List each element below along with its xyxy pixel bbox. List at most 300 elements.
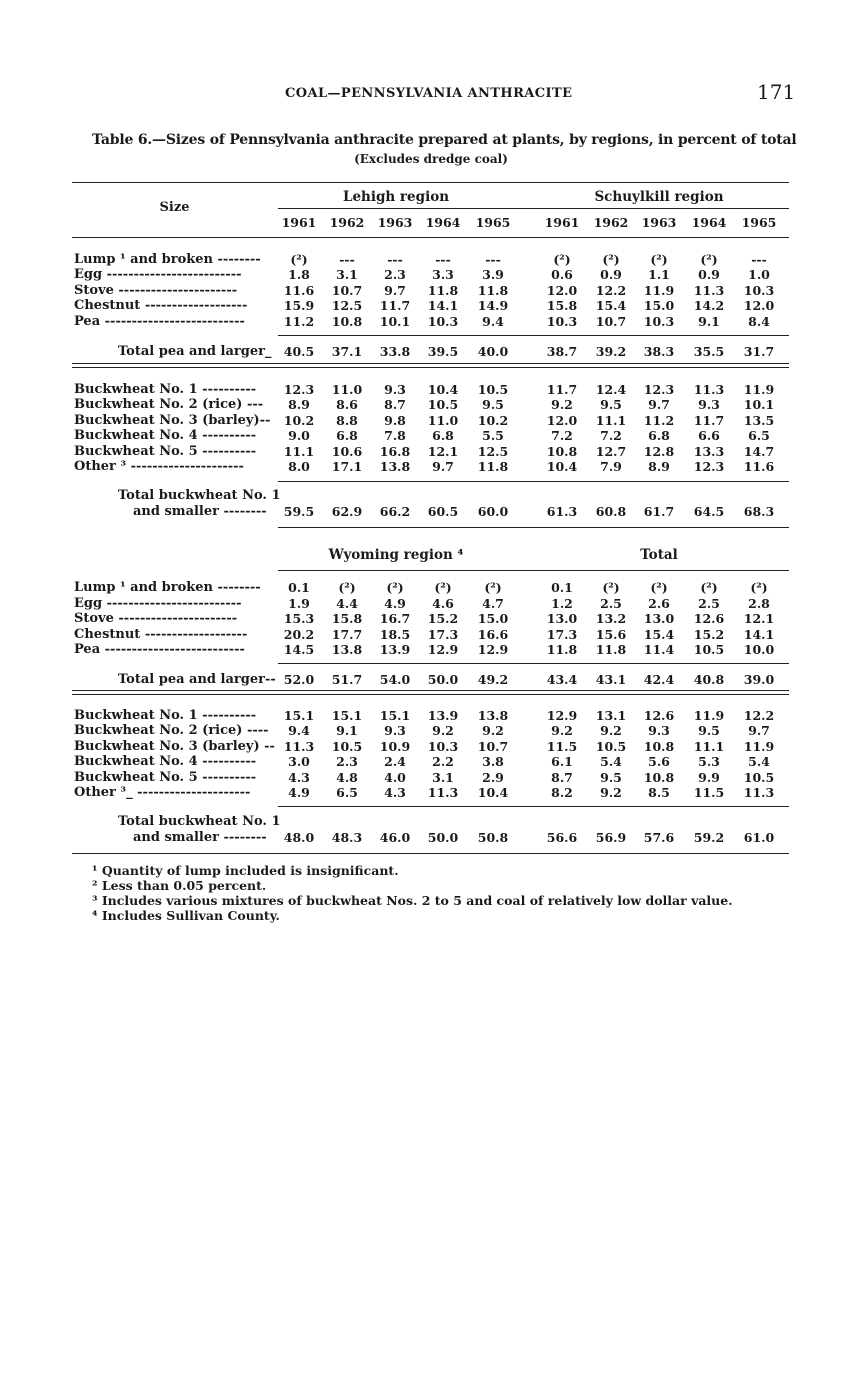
- cell-value: 10.4: [427, 382, 459, 397]
- cell-value: 12.6: [643, 708, 675, 723]
- row-label: Pea --------------------------: [74, 314, 245, 329]
- row-label: Buckwheat No. 5 ----------: [74, 444, 257, 459]
- table-rule: [278, 570, 789, 571]
- cell-value: 9.2: [482, 723, 504, 738]
- row-label: Buckwheat No. 1 ----------: [74, 382, 257, 397]
- cell-value: 11.7: [546, 382, 578, 397]
- cell-value: 12.0: [743, 298, 775, 313]
- cell-value: 13.2: [595, 611, 627, 626]
- cell-value: 38.3: [643, 344, 675, 359]
- cell-value: 3.8: [482, 754, 504, 769]
- table-row: [0, 708, 862, 723]
- cell-value: 10.1: [743, 397, 775, 412]
- cell-value: 2.5: [600, 596, 622, 611]
- cell-value: 3.1: [432, 770, 454, 785]
- table-row: [0, 488, 862, 503]
- cell-value: 8.9: [648, 459, 670, 474]
- year-header: 1963: [641, 215, 677, 230]
- cell-value: 50.0: [427, 830, 459, 845]
- cell-value: 12.9: [427, 642, 459, 657]
- table-rule: [278, 527, 789, 528]
- cell-value: 3.1: [336, 267, 358, 282]
- cell-value: 64.5: [693, 504, 725, 519]
- cell-value: 15.0: [643, 298, 675, 313]
- cell-value: 5.6: [648, 754, 670, 769]
- cell-value: 6.5: [748, 428, 770, 443]
- year-header: 1963: [377, 215, 413, 230]
- cell-value: 15.8: [331, 611, 363, 626]
- cell-value: 12.5: [331, 298, 363, 313]
- cell-value: 10.4: [546, 459, 578, 474]
- cell-value: 51.7: [331, 672, 363, 687]
- table-row: [0, 397, 862, 412]
- cell-value: 14.1: [427, 298, 459, 313]
- table-row: [0, 267, 862, 282]
- cell-value: 8.5: [648, 785, 670, 800]
- cell-value: 10.5: [331, 739, 363, 754]
- cell-value: 8.7: [384, 397, 406, 412]
- cell-value: 11.6: [283, 283, 315, 298]
- table-row: [0, 283, 862, 298]
- footnote-3: ³ Includes various mixtures of buckwheat Nos. 2 to 5 and coal of relatively low dollar value.: [92, 893, 733, 908]
- cell-value: ---: [339, 252, 355, 267]
- cell-value: 10.3: [427, 314, 459, 329]
- cell-value: 2.8: [748, 596, 770, 611]
- table-rule: [72, 237, 789, 238]
- row-label: Buckwheat No. 1 ----------: [74, 708, 257, 723]
- table-row: [0, 382, 862, 397]
- table-rule: [278, 481, 789, 482]
- cell-value: 9.2: [551, 723, 573, 738]
- cell-value: 15.2: [427, 611, 459, 626]
- cell-value: 2.6: [648, 596, 670, 611]
- running-head-title: COAL—PENNSYLVANIA ANTHRACITE: [285, 86, 573, 101]
- cell-value: 11.2: [643, 413, 675, 428]
- cell-value: 52.0: [283, 672, 315, 687]
- cell-value: 17.1: [331, 459, 363, 474]
- cell-value: 9.5: [600, 397, 622, 412]
- cell-value: 4.9: [384, 596, 406, 611]
- cell-value: 6.1: [551, 754, 573, 769]
- cell-value: 8.4: [748, 314, 770, 329]
- cell-value: 10.3: [427, 739, 459, 754]
- row-label: Buckwheat No. 4 ----------: [74, 428, 257, 443]
- cell-value: 2.2: [432, 754, 454, 769]
- table-row: [0, 298, 862, 313]
- cell-value: 10.9: [379, 739, 411, 754]
- cell-value: 9.4: [288, 723, 310, 738]
- cell-value: 14.5: [283, 642, 315, 657]
- cell-value: 20.2: [283, 627, 315, 642]
- row-label: Total pea and larger_: [118, 344, 272, 359]
- cell-value: 42.4: [643, 672, 675, 687]
- cell-value: 5.5: [482, 428, 504, 443]
- cell-value: 59.5: [283, 504, 315, 519]
- cell-value: 61.3: [546, 504, 578, 519]
- row-label: Other ³_ ---------------------: [74, 785, 251, 800]
- footnotes: [92, 863, 733, 923]
- cell-value: 4.7: [482, 596, 504, 611]
- cell-value: 10.8: [643, 739, 675, 754]
- cell-value: 2.3: [336, 754, 358, 769]
- cell-value: 15.4: [643, 627, 675, 642]
- cell-value: 15.4: [595, 298, 627, 313]
- cell-value: 48.0: [283, 830, 315, 845]
- cell-value: 40.0: [477, 344, 509, 359]
- cell-value: 10.5: [693, 642, 725, 657]
- cell-value: 1.2: [551, 596, 573, 611]
- cell-value: 9.2: [551, 397, 573, 412]
- row-label: Stove ----------------------: [74, 283, 238, 298]
- cell-value: 10.8: [331, 314, 363, 329]
- table-row: [0, 723, 862, 738]
- cell-value: 11.8: [546, 642, 578, 657]
- table-rule: [278, 806, 789, 807]
- cell-value: 49.2: [477, 672, 509, 687]
- cell-value: 62.9: [331, 504, 363, 519]
- table-rule: [72, 853, 789, 854]
- cell-value: 11.7: [693, 413, 725, 428]
- cell-value: 12.0: [546, 413, 578, 428]
- cell-value: 6.5: [336, 785, 358, 800]
- cell-value: ---: [485, 252, 501, 267]
- column-header-size: Size: [159, 200, 190, 215]
- cell-value: ---: [435, 252, 451, 267]
- cell-value: 17.3: [546, 627, 578, 642]
- table-row: [0, 739, 862, 754]
- cell-value: 33.8: [379, 344, 411, 359]
- cell-value: 9.2: [432, 723, 454, 738]
- cell-value: 10.7: [331, 283, 363, 298]
- cell-value: 11.5: [693, 785, 725, 800]
- cell-value: 0.9: [698, 267, 720, 282]
- cell-value: 4.8: [336, 770, 358, 785]
- cell-value: 11.8: [477, 283, 509, 298]
- cell-value: 48.3: [331, 830, 363, 845]
- footnote-1: ¹ Quantity of lump included is insignificant.: [92, 863, 399, 878]
- row-label: Buckwheat No. 2 (rice) ---: [74, 397, 264, 412]
- cell-value: 9.3: [648, 723, 670, 738]
- cell-value: 10.8: [546, 444, 578, 459]
- table-row: [0, 627, 862, 642]
- cell-value: 3.3: [432, 267, 454, 282]
- cell-value: 2.5: [698, 596, 720, 611]
- cell-value: 60.0: [477, 504, 509, 519]
- cell-value: 35.5: [693, 344, 725, 359]
- cell-value: 9.4: [482, 314, 504, 329]
- year-header: 1965: [475, 215, 511, 230]
- cell-value: (²): [650, 580, 668, 595]
- cell-value: (²): [700, 580, 718, 595]
- cell-value: 2.9: [482, 770, 504, 785]
- cell-value: (²): [553, 252, 571, 267]
- cell-value: 43.4: [546, 672, 578, 687]
- cell-value: 11.1: [283, 444, 315, 459]
- cell-value: 15.1: [331, 708, 363, 723]
- cell-value: 10.2: [283, 413, 315, 428]
- row-label: and smaller --------: [133, 830, 267, 845]
- table-row: [0, 754, 862, 769]
- cell-value: 40.8: [693, 672, 725, 687]
- row-label: Other ³ ---------------------: [74, 459, 244, 474]
- cell-value: 15.6: [595, 627, 627, 642]
- row-label: Buckwheat No. 3 (barley)--: [74, 413, 271, 428]
- cell-value: 11.8: [477, 459, 509, 474]
- cell-value: 14.1: [743, 627, 775, 642]
- cell-value: 8.7: [551, 770, 573, 785]
- cell-value: 39.0: [743, 672, 775, 687]
- cell-value: 10.7: [595, 314, 627, 329]
- cell-value: 11.3: [427, 785, 459, 800]
- cell-value: 4.9: [288, 785, 310, 800]
- cell-value: 12.6: [693, 611, 725, 626]
- row-label: Buckwheat No. 4 ----------: [74, 754, 257, 769]
- row-label: Total buckwheat No. 1: [118, 488, 281, 503]
- cell-value: 7.2: [600, 428, 622, 443]
- cell-value: 7.9: [600, 459, 622, 474]
- cell-value: 12.3: [693, 459, 725, 474]
- cell-value: 11.6: [743, 459, 775, 474]
- cell-value: 16.8: [379, 444, 411, 459]
- cell-value: 11.2: [283, 314, 315, 329]
- cell-value: 14.2: [693, 298, 725, 313]
- cell-value: (²): [650, 252, 668, 267]
- cell-value: 0.6: [551, 267, 573, 282]
- cell-value: 11.1: [693, 739, 725, 754]
- cell-value: 18.5: [379, 627, 411, 642]
- cell-value: 9.3: [384, 723, 406, 738]
- table-row: [0, 770, 862, 785]
- region-header: Lehigh region: [342, 189, 450, 205]
- cell-value: 60.5: [427, 504, 459, 519]
- cell-value: 12.9: [546, 708, 578, 723]
- cell-value: 10.3: [546, 314, 578, 329]
- cell-value: 46.0: [379, 830, 411, 845]
- cell-value: 13.3: [693, 444, 725, 459]
- cell-value: 12.3: [643, 382, 675, 397]
- cell-value: 9.3: [384, 382, 406, 397]
- cell-value: 12.1: [743, 611, 775, 626]
- cell-value: 50.8: [477, 830, 509, 845]
- row-label: Lump ¹ and broken --------: [74, 580, 261, 595]
- cell-value: (²): [700, 252, 718, 267]
- cell-value: 9.5: [698, 723, 720, 738]
- cell-value: 8.2: [551, 785, 573, 800]
- cell-value: 9.7: [432, 459, 454, 474]
- cell-value: (²): [386, 580, 404, 595]
- footnote-4: ⁴ Includes Sullivan County.: [92, 908, 280, 923]
- cell-value: 13.9: [427, 708, 459, 723]
- table-row: [0, 785, 862, 800]
- cell-value: 68.3: [743, 504, 775, 519]
- cell-value: 43.1: [595, 672, 627, 687]
- cell-value: 9.1: [336, 723, 358, 738]
- row-label: Total buckwheat No. 1: [118, 814, 281, 829]
- table-row: [0, 413, 862, 428]
- cell-value: 1.1: [648, 267, 670, 282]
- cell-value: 59.2: [693, 830, 725, 845]
- cell-value: 9.7: [748, 723, 770, 738]
- cell-value: 15.0: [477, 611, 509, 626]
- cell-value: 12.1: [427, 444, 459, 459]
- cell-value: 6.8: [648, 428, 670, 443]
- table-row: [0, 344, 862, 359]
- cell-value: 9.7: [648, 397, 670, 412]
- cell-value: 1.8: [288, 267, 310, 282]
- cell-value: 40.5: [283, 344, 315, 359]
- cell-value: 12.9: [477, 642, 509, 657]
- year-header: 1962: [593, 215, 629, 230]
- cell-value: 56.6: [546, 830, 578, 845]
- row-label: Pea --------------------------: [74, 642, 245, 657]
- cell-value: 11.3: [693, 283, 725, 298]
- cell-value: 10.5: [477, 382, 509, 397]
- cell-value: 54.0: [379, 672, 411, 687]
- cell-value: 15.1: [283, 708, 315, 723]
- cell-value: 11.0: [427, 413, 459, 428]
- cell-value: 2.3: [384, 267, 406, 282]
- cell-value: 38.7: [546, 344, 578, 359]
- cell-value: 10.5: [427, 397, 459, 412]
- cell-value: (²): [434, 580, 452, 595]
- cell-value: 6.8: [432, 428, 454, 443]
- cell-value: 9.3: [698, 397, 720, 412]
- cell-value: 11.0: [331, 382, 363, 397]
- cell-value: 5.4: [600, 754, 622, 769]
- cell-value: 14.9: [477, 298, 509, 313]
- cell-value: 11.4: [643, 642, 675, 657]
- cell-value: 11.3: [743, 785, 775, 800]
- table-row: [0, 428, 862, 443]
- table-row: [0, 814, 862, 829]
- cell-value: 5.4: [748, 754, 770, 769]
- cell-value: 15.9: [283, 298, 315, 313]
- cell-value: 13.1: [595, 708, 627, 723]
- cell-value: (²): [750, 580, 768, 595]
- table-row: [0, 459, 862, 474]
- table-rule: [278, 208, 789, 209]
- row-label: Buckwheat No. 2 (rice) ----: [74, 723, 269, 738]
- cell-value: ---: [751, 252, 767, 267]
- cell-value: 7.8: [384, 428, 406, 443]
- cell-value: 15.3: [283, 611, 315, 626]
- cell-value: 50.0: [427, 672, 459, 687]
- cell-value: 13.5: [743, 413, 775, 428]
- cell-value: 13.9: [379, 642, 411, 657]
- cell-value: 10.0: [743, 642, 775, 657]
- cell-value: 9.1: [698, 314, 720, 329]
- cell-value: 12.2: [595, 283, 627, 298]
- cell-value: 8.9: [288, 397, 310, 412]
- cell-value: 9.5: [600, 770, 622, 785]
- table-row: [0, 504, 862, 519]
- cell-value: 5.3: [698, 754, 720, 769]
- cell-value: 12.3: [283, 382, 315, 397]
- cell-value: (²): [484, 580, 502, 595]
- region-header: Total: [640, 547, 678, 563]
- cell-value: 11.9: [743, 382, 775, 397]
- table-row: [0, 642, 862, 657]
- cell-value: 11.9: [643, 283, 675, 298]
- table-rule: [72, 363, 789, 368]
- row-label: Buckwheat No. 5 ----------: [74, 770, 257, 785]
- cell-value: 13.8: [379, 459, 411, 474]
- cell-value: (²): [602, 252, 620, 267]
- cell-value: 4.3: [288, 770, 310, 785]
- cell-value: 39.5: [427, 344, 459, 359]
- cell-value: 8.8: [336, 413, 358, 428]
- cell-value: 6.6: [698, 428, 720, 443]
- table-row: [0, 596, 862, 611]
- footnote-2: ² Less than 0.05 percent.: [92, 878, 267, 893]
- cell-value: 10.2: [477, 413, 509, 428]
- cell-value: 9.2: [600, 723, 622, 738]
- cell-value: 0.1: [551, 580, 573, 595]
- cell-value: 10.8: [643, 770, 675, 785]
- cell-value: 4.6: [432, 596, 454, 611]
- cell-value: 10.4: [477, 785, 509, 800]
- page-number: 171: [757, 80, 796, 104]
- cell-value: 11.3: [693, 382, 725, 397]
- cell-value: 3.0: [288, 754, 310, 769]
- cell-value: 8.0: [288, 459, 310, 474]
- cell-value: 2.4: [384, 754, 406, 769]
- cell-value: 61.0: [743, 830, 775, 845]
- cell-value: 9.7: [384, 283, 406, 298]
- row-label: Chestnut -------------------: [74, 627, 248, 642]
- cell-value: 16.6: [477, 627, 509, 642]
- cell-value: 13.8: [331, 642, 363, 657]
- cell-value: 12.7: [595, 444, 627, 459]
- cell-value: 31.7: [743, 344, 775, 359]
- cell-value: 0.9: [600, 267, 622, 282]
- cell-value: 12.8: [643, 444, 675, 459]
- cell-value: 10.5: [743, 770, 775, 785]
- table-row: [0, 611, 862, 626]
- cell-value: 15.8: [546, 298, 578, 313]
- cell-value: 0.1: [288, 580, 310, 595]
- table-row: [0, 252, 862, 267]
- cell-value: 12.4: [595, 382, 627, 397]
- cell-value: 11.9: [693, 708, 725, 723]
- cell-value: 13.0: [643, 611, 675, 626]
- cell-value: 9.9: [698, 770, 720, 785]
- cell-value: (²): [602, 580, 620, 595]
- cell-value: 15.2: [693, 627, 725, 642]
- running-head: [0, 80, 862, 108]
- cell-value: 3.9: [482, 267, 504, 282]
- row-label: Buckwheat No. 3 (barley) --: [74, 739, 275, 754]
- cell-value: 15.1: [379, 708, 411, 723]
- cell-value: 13.0: [546, 611, 578, 626]
- row-label: Egg -------------------------: [74, 596, 242, 611]
- cell-value: 1.0: [748, 267, 770, 282]
- cell-value: (²): [290, 252, 308, 267]
- year-header: 1962: [329, 215, 365, 230]
- cell-value: 66.2: [379, 504, 411, 519]
- cell-value: 16.7: [379, 611, 411, 626]
- table-row: [0, 830, 862, 845]
- cell-value: 37.1: [331, 344, 363, 359]
- cell-value: 4.4: [336, 596, 358, 611]
- table-rule: [278, 663, 789, 664]
- table-caption: Table 6.—Sizes of Pennsylvania anthracite prepared at plants, by regions, in percent of total: [92, 132, 797, 148]
- cell-value: 56.9: [595, 830, 627, 845]
- cell-value: 4.0: [384, 770, 406, 785]
- cell-value: 57.6: [643, 830, 675, 845]
- row-label: Egg -------------------------: [74, 267, 242, 282]
- cell-value: 10.3: [743, 283, 775, 298]
